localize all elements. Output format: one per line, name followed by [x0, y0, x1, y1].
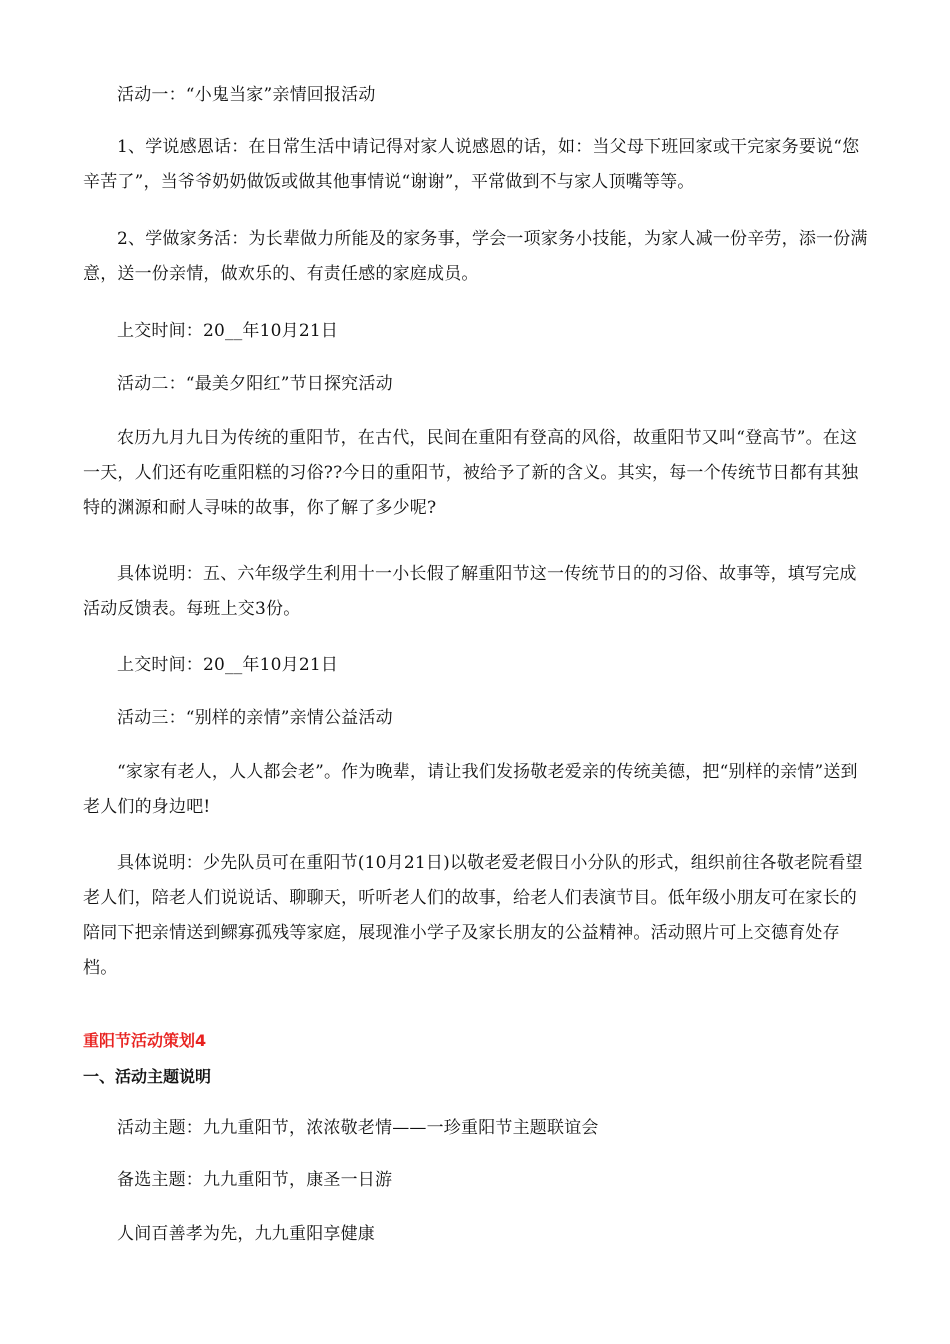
subsection-title: 一、活动主题说明 [83, 1067, 212, 1086]
paragraph-activity-three-details: 具体说明：少先队员可在重阳节(10月21日)以敬老爱老假日小分队的形式，组织前往各敬老院看望老人们，陪老人们说说话、聊聊天，听听老人们的故事，给老人们表演节目。低年级小朋友可在家长的陪同下把亲情送到鳏寡孤残等家庭，展现淮小学子及家长朋友的公益精神。活动照片可上交德育处存档。 [83, 853, 863, 978]
paragraph-activity-two-intro: 农历九月九日为传统的重阳节，在古代，民间在重阳有登高的风俗，故重阳节又叫“登高节”。在这一天，人们还有吃重阳糕的习俗??今日的重阳节，被给予了新的含义。其实，每一个传统节日都有其独特的渊源和耐人寻味的故事，你了解了多少呢? [83, 428, 859, 518]
paragraph-activity-one-item-2: 2、学做家务活：为长辈做力所能及的家务事，学会一项家务小技能，为家人减一份辛劳，添一份满意，送一份亲情，做欢乐的、有责任感的家庭成员。 [83, 229, 868, 284]
paragraph-activity-one-item-1: 1、学说感恩话：在日常生活中请记得对家人说感恩的话，如：当父母下班回家或干完家务要说“您辛苦了”，当爷爷奶奶做饭或做其他事情说“谢谢”，平常做到不与家人顶嘴等等。 [83, 137, 860, 192]
section-title: 重阳节活动策划4 [83, 1031, 207, 1050]
paragraph-activity-one-title: 活动一：“小鬼当家”亲情回报活动 [117, 85, 376, 105]
paragraph-activity-three-title: 活动三：“别样的亲情”亲情公益活动 [117, 708, 393, 728]
paragraph-submit-time-2: 上交时间：20__年10月21日 [117, 655, 339, 675]
paragraph-activity-three-intro: “家家有老人，人人都会老”。作为晚辈，请让我们发扬敬老爱亲的传统美德，把“别样的亲情”送到老人们的身边吧! [83, 762, 858, 817]
paragraph-activity-theme: 活动主题：九九重阳节，浓浓敬老情——一珍重阳节主题联谊会 [117, 1118, 599, 1138]
paragraph-submit-time-1: 上交时间：20__年10月21日 [117, 321, 339, 341]
paragraph-activity-two-title: 活动二：“最美夕阳红”节日探究活动 [117, 374, 393, 394]
paragraph-slogan: 人间百善孝为先，九九重阳享健康 [117, 1224, 375, 1244]
paragraph-activity-two-details: 具体说明：五、六年级学生利用十一小长假了解重阳节这一传统节日的的习俗、故事等，填写完成活动反馈表。每班上交3份。 [83, 564, 857, 619]
paragraph-alternative-theme: 备选主题：九九重阳节，康圣一日游 [117, 1170, 393, 1190]
